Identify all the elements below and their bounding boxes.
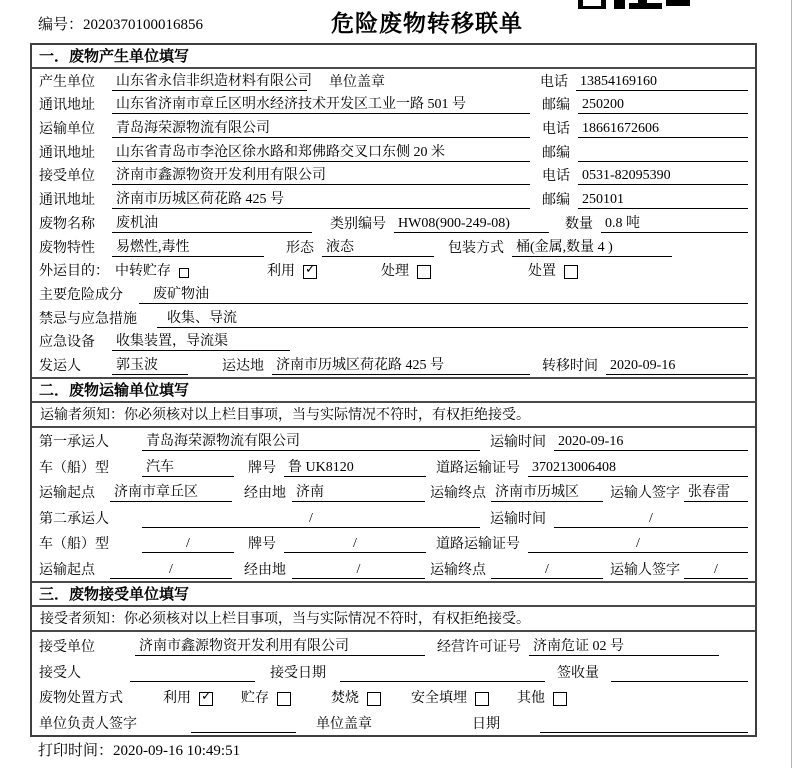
disposal-option-store: [241, 691, 291, 707]
emergency-equipment-value: 收集装置，导流渠: [112, 334, 290, 351]
producer-unit-label: 产生单位: [39, 74, 95, 90]
vehicle2-type-label: 车（船）型: [39, 537, 109, 553]
checkbox-icon: [564, 265, 578, 279]
via2-value: /: [292, 562, 425, 579]
packing-label: 包装方式: [448, 240, 504, 256]
receiver-address-label: 通讯地址: [39, 193, 95, 209]
disposal-option-utilize: [163, 691, 213, 707]
transporter-phone-label: 电话: [542, 122, 570, 138]
sign-quantity-value: [611, 665, 748, 682]
checkbox-label: 利用: [267, 264, 295, 280]
purpose-option-utilize: [267, 264, 317, 280]
sign2-label: 运输人签字: [610, 562, 680, 578]
accept-unit-value: 济南市鑫源物资开发利用有限公司: [135, 639, 425, 656]
via1-value: 济南: [292, 485, 425, 502]
hazard-component-value: 废矿物油: [139, 287, 748, 304]
carrier2-label: 第二承运人: [39, 511, 109, 527]
date-label: 日期: [472, 717, 500, 733]
checkbox-icon: [475, 692, 489, 706]
date-value: [540, 716, 748, 733]
disposal-option-incinerate: [331, 691, 381, 707]
receiver-address-row: [32, 187, 755, 211]
checkbox-icon: [367, 692, 381, 706]
carrier2-row: [32, 504, 755, 530]
transporter-post-label: 邮编: [542, 145, 570, 161]
producer-address-row: [32, 93, 755, 117]
sign1-value: 张春雷: [684, 485, 748, 502]
waste-name-row: [32, 211, 755, 235]
road-license1-value: 370213006408: [528, 460, 748, 477]
responsible-signature-label: 单位负责人签字: [39, 717, 137, 733]
form-title: 危险废物转移联单: [331, 11, 523, 37]
checkbox-icon: [553, 692, 567, 706]
carrier1-value: 青岛海荣源物流有限公司: [142, 434, 480, 451]
accept-person-label: 接受人: [39, 665, 81, 681]
end1-value: 济南市历城区: [491, 485, 603, 502]
transporter-address-row: [32, 140, 755, 164]
receiver-unit-row: [32, 164, 755, 188]
carrier1-row: [32, 428, 755, 454]
end1-label: 运输终点: [430, 486, 486, 502]
producer-post-label: 邮编: [542, 98, 570, 114]
waste-property-value: 易燃性,毒性: [112, 240, 264, 257]
page-edge-line: [791, 0, 792, 768]
checkbox-icon: [179, 268, 189, 278]
shipper-value: 郭玉波: [112, 358, 188, 375]
waste-name-label: 废物名称: [39, 216, 95, 232]
destination-label: 运达地: [222, 358, 264, 374]
receiver-phone-value: 0531-82095390: [578, 168, 748, 185]
section2-body: [32, 403, 755, 581]
road-license1-label: 道路运输证号: [436, 460, 520, 476]
category-code-value: HW08(900-249-08): [394, 216, 549, 233]
disposal-option-other: [517, 691, 567, 707]
receiver-unit-value: 济南市鑫源物资开发利用有限公司: [112, 168, 530, 185]
checkbox-icon: [199, 692, 213, 706]
road-license2-value: /: [528, 536, 748, 553]
quantity-label: 数量: [565, 216, 593, 232]
end2-label: 运输终点: [430, 562, 486, 578]
plate2-label: 牌号: [248, 537, 276, 553]
section3-body: [32, 607, 755, 735]
checkbox-label: 处理: [381, 264, 409, 280]
responsible-signature-value: [191, 716, 296, 733]
checkbox-label: 利用: [163, 691, 191, 707]
transport-time1-value: 2020-09-16: [554, 434, 748, 451]
transporter-notice: 运输者须知：你必须核对以上栏目事项，当与实际情况不符时，有权拒绝接受。: [32, 403, 755, 428]
quantity-value: 0.8 吨: [601, 216, 748, 233]
section3-header: 三．废物接受单位填写: [32, 581, 755, 607]
serial-label: 编号：: [38, 17, 84, 33]
purpose-option-treat: [381, 264, 431, 280]
transport-time2-value: /: [554, 511, 748, 528]
waste-property-label: 废物特性: [39, 240, 95, 256]
accept-person-row: [32, 658, 755, 684]
checkbox-label: 安全填埋: [411, 691, 467, 707]
emergency-equipment-row: [32, 330, 755, 354]
receiver-unit-label: 接受单位: [39, 169, 95, 185]
producer-phone-label: 电话: [540, 74, 568, 90]
packing-value: 桶(金属,数量 4 ): [512, 240, 672, 257]
checkbox-label: 贮存: [241, 691, 269, 707]
hazard-component-label: 主要危险成分: [39, 287, 123, 303]
disposal-option-landfill: [411, 691, 489, 707]
form-state-value: 液态: [322, 240, 434, 257]
transport-time1-label: 运输时间: [490, 435, 546, 451]
road-license2-label: 道路运输证号: [436, 537, 520, 553]
checkbox-label: 处置: [528, 264, 556, 280]
producer-unit-value: 山东省永信非织造材料有限公司: [112, 74, 307, 91]
transfer-time-label: 转移时间: [542, 358, 598, 374]
qr-code-fragment: [578, 0, 692, 9]
destination-value: 济南市历城区荷花路 425 号: [272, 358, 530, 375]
origin1-value: 济南市章丘区: [110, 485, 232, 502]
producer-post-value: 250200: [578, 97, 748, 114]
origin2-label: 运输起点: [39, 562, 95, 578]
shipper-row: [32, 353, 755, 377]
print-time: 打印时间：2020-09-16 10:49:51: [38, 743, 241, 759]
section1-header: 一．废物产生单位填写: [32, 45, 755, 69]
unit-seal2-label: 单位盖章: [316, 717, 372, 733]
transporter-phone-value: 18661672606: [578, 121, 748, 138]
transporter-address-label: 通讯地址: [39, 145, 95, 161]
transport-time2-label: 运输时间: [490, 511, 546, 527]
waste-name-value: 废机油: [112, 216, 312, 233]
checkbox-icon: [303, 265, 317, 279]
sign-quantity-label: 签收量: [557, 665, 599, 681]
sign2-value: /: [684, 562, 748, 579]
sign1-label: 运输人签字: [610, 486, 680, 502]
transporter-unit-label: 运输单位: [39, 122, 95, 138]
plate2-value: /: [284, 536, 426, 553]
serial-number: [38, 13, 203, 34]
emergency-equipment-label: 应急设备: [39, 335, 95, 351]
section1-body: [32, 69, 755, 377]
operating-license-label: 经营许可证号: [437, 639, 521, 655]
producer-phone-value: 13854169160: [576, 74, 748, 91]
accept-unit-label: 接受单位: [39, 639, 95, 655]
route2-row: [32, 555, 755, 581]
accept-date-value: [340, 665, 545, 682]
via1-label: 经由地: [244, 486, 286, 502]
checkbox-icon: [417, 265, 431, 279]
accept-unit-row: [32, 632, 755, 658]
carrier2-value: /: [142, 511, 480, 528]
serial-value: 2020370100016856: [83, 17, 204, 33]
unit-seal-label: 单位盖章: [329, 74, 385, 90]
purpose-option-transit: [115, 264, 189, 280]
origin1-label: 运输起点: [39, 486, 95, 502]
purpose-option-dispose: [528, 264, 578, 280]
route1-row: [32, 479, 755, 505]
vehicle2-type-value: /: [142, 536, 234, 553]
transfer-purpose-row: [32, 259, 755, 283]
vehicle2-row: [32, 530, 755, 556]
receiver-address-value: 济南市历城区荷花路 425 号: [112, 192, 530, 209]
taboo-measures-label: 禁忌与应急措施: [39, 311, 137, 327]
receiver-post-label: 邮编: [542, 193, 570, 209]
shipper-label: 发运人: [39, 358, 81, 374]
producer-address-label: 通讯地址: [39, 98, 95, 114]
vehicle1-row: [32, 453, 755, 479]
section2-header: 二．废物运输单位填写: [32, 377, 755, 403]
manifest-table: [30, 43, 757, 737]
via2-label: 经由地: [244, 562, 286, 578]
checkbox-icon: [277, 692, 291, 706]
producer-unit-row: [32, 69, 755, 93]
transporter-unit-value: 青岛海荣源物流有限公司: [112, 121, 530, 138]
category-code-label: 类别编号: [330, 216, 386, 232]
plate1-value: 鲁 UK8120: [284, 460, 426, 477]
plate1-label: 牌号: [248, 460, 276, 476]
transporter-unit-row: [32, 116, 755, 140]
receiver-notice: 接受者须知：你必须核对以上栏目事项，当与实际情况不符时，有权拒绝接受。: [32, 607, 755, 632]
checkbox-label: 中转贮存: [115, 264, 171, 280]
transfer-purpose-label: 外运目的：: [39, 264, 109, 280]
taboo-measures-value: 收集、导流: [157, 311, 748, 328]
end2-value: /: [491, 562, 603, 579]
hazard-component-row: [32, 282, 755, 306]
operating-license-value: 济南危证 02 号: [529, 639, 719, 656]
disposal-method-label: 废物处置方式: [39, 691, 123, 707]
accept-date-label: 接受日期: [270, 665, 326, 681]
taboo-measures-row: [32, 306, 755, 330]
checkbox-label: 其他: [517, 691, 545, 707]
accept-person-value: [130, 665, 255, 682]
origin2-value: /: [110, 562, 232, 579]
transfer-time-value: 2020-09-16: [606, 358, 748, 375]
transporter-address-value: 山东省青岛市李沧区徐水路和郑佛路交叉口东侧 20 米: [112, 145, 530, 162]
transporter-post-value: [578, 145, 748, 162]
vehicle1-type-value: 汽车: [142, 460, 234, 477]
waste-property-row: [32, 235, 755, 259]
vehicle1-type-label: 车（船）型: [39, 460, 109, 476]
form-state-label: 形态: [286, 240, 314, 256]
checkbox-label: 焚烧: [331, 691, 359, 707]
receiver-post-value: 250101: [578, 192, 748, 209]
responsible-signature-row: [32, 709, 755, 735]
producer-address-value: 山东省济南市章丘区明水经济技术开发区工业一路 501 号: [112, 97, 530, 114]
carrier1-label: 第一承运人: [39, 435, 109, 451]
receiver-phone-label: 电话: [542, 169, 570, 185]
disposal-method-row: [32, 684, 755, 710]
